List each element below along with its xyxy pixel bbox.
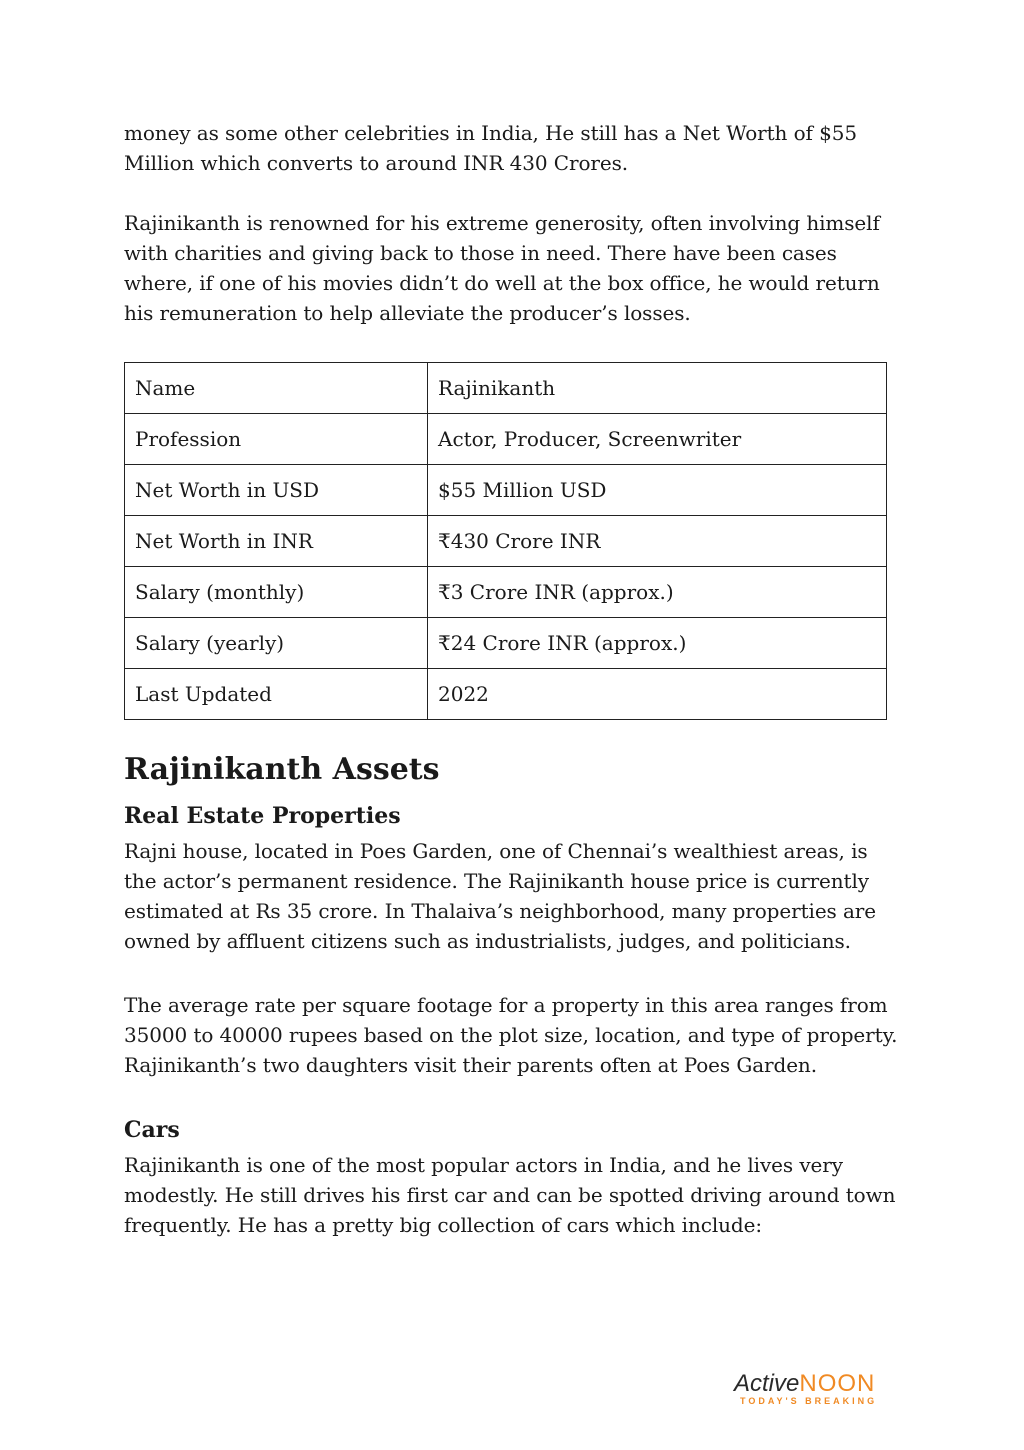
table-row bbox=[125, 363, 887, 414]
real-estate-paragraph-1: Rajni house, located in Poes Garden, one of Chennai’s wealthiest areas, is the actor’s permanent residence. The Rajinikanth house price is currently estimated at Rs 35 crore. In Thalaiva’s neighborhood, many properties are owned by affluent citizens such as industrialists, judges, and politicians. bbox=[124, 839, 876, 953]
cars-paragraph: Rajinikanth is one of the most popular actors in India, and he lives very modestly. He still drives his first car and can be spotted driving around town frequently. He has a pretty big collection of cars which include: bbox=[124, 1153, 896, 1237]
logo-part-activ: Activ bbox=[734, 1370, 787, 1397]
table-key-cell: Net Worth in USD bbox=[125, 465, 428, 516]
table-value-cell: ₹24 Crore INR (approx.) bbox=[428, 618, 887, 669]
table-value-cell: Actor, Producer, Screenwriter bbox=[428, 414, 887, 465]
table-value-cell: 2022 bbox=[428, 669, 887, 720]
table-key-cell: Salary (monthly) bbox=[125, 567, 428, 618]
generosity-paragraph: Rajinikanth is renowned for his extreme generosity, often involving himself with charities and giving back to those in need. There have been cases where, if one of his movies didn’t do well at the box office, he would return his remuneration to help alleviate the producer’s losses. bbox=[124, 211, 880, 325]
assets-heading: Rajinikanth Assets bbox=[124, 752, 440, 787]
table-row bbox=[125, 414, 887, 465]
logo-part-e: e bbox=[786, 1370, 800, 1397]
net-worth-table bbox=[124, 362, 887, 720]
table-row bbox=[125, 669, 887, 720]
intro-paragraph: money as some other celebrities in India, He still has a Net Worth of $55 Million which converts to around INR 430 Crores. bbox=[124, 121, 857, 175]
table-value-cell: $55 Million USD bbox=[428, 465, 887, 516]
logo-tagline: TODAY'S BREAKING bbox=[740, 1396, 878, 1406]
table-row bbox=[125, 516, 887, 567]
document-page bbox=[124, 118, 904, 1240]
table-key-cell: Net Worth in INR bbox=[125, 516, 428, 567]
table-key-cell: Last Updated bbox=[125, 669, 428, 720]
real-estate-heading: Real Estate Properties bbox=[124, 803, 401, 829]
table-key-cell: Profession bbox=[125, 414, 428, 465]
logo-part-noon: NOON bbox=[799, 1370, 876, 1397]
cars-heading: Cars bbox=[124, 1117, 180, 1143]
table-key-cell: Name bbox=[125, 363, 428, 414]
table-value-cell: ₹430 Crore INR bbox=[428, 516, 887, 567]
table-row bbox=[125, 618, 887, 669]
real-estate-paragraph-2: The average rate per square footage for a property in this area ranges from 35000 to 40000 rupees based on the plot size, location, and type of property. Rajinikanth’s two daughters visit their parents often at Poes Garden. bbox=[124, 993, 898, 1077]
table-value-cell: ₹3 Crore INR (approx.) bbox=[428, 567, 887, 618]
activenoon-logo bbox=[734, 1372, 906, 1404]
table-value-cell: Rajinikanth bbox=[428, 363, 887, 414]
table-row bbox=[125, 567, 887, 618]
table-row bbox=[125, 465, 887, 516]
logo-wordmark bbox=[734, 1372, 906, 1396]
table-key-cell: Salary (yearly) bbox=[125, 618, 428, 669]
